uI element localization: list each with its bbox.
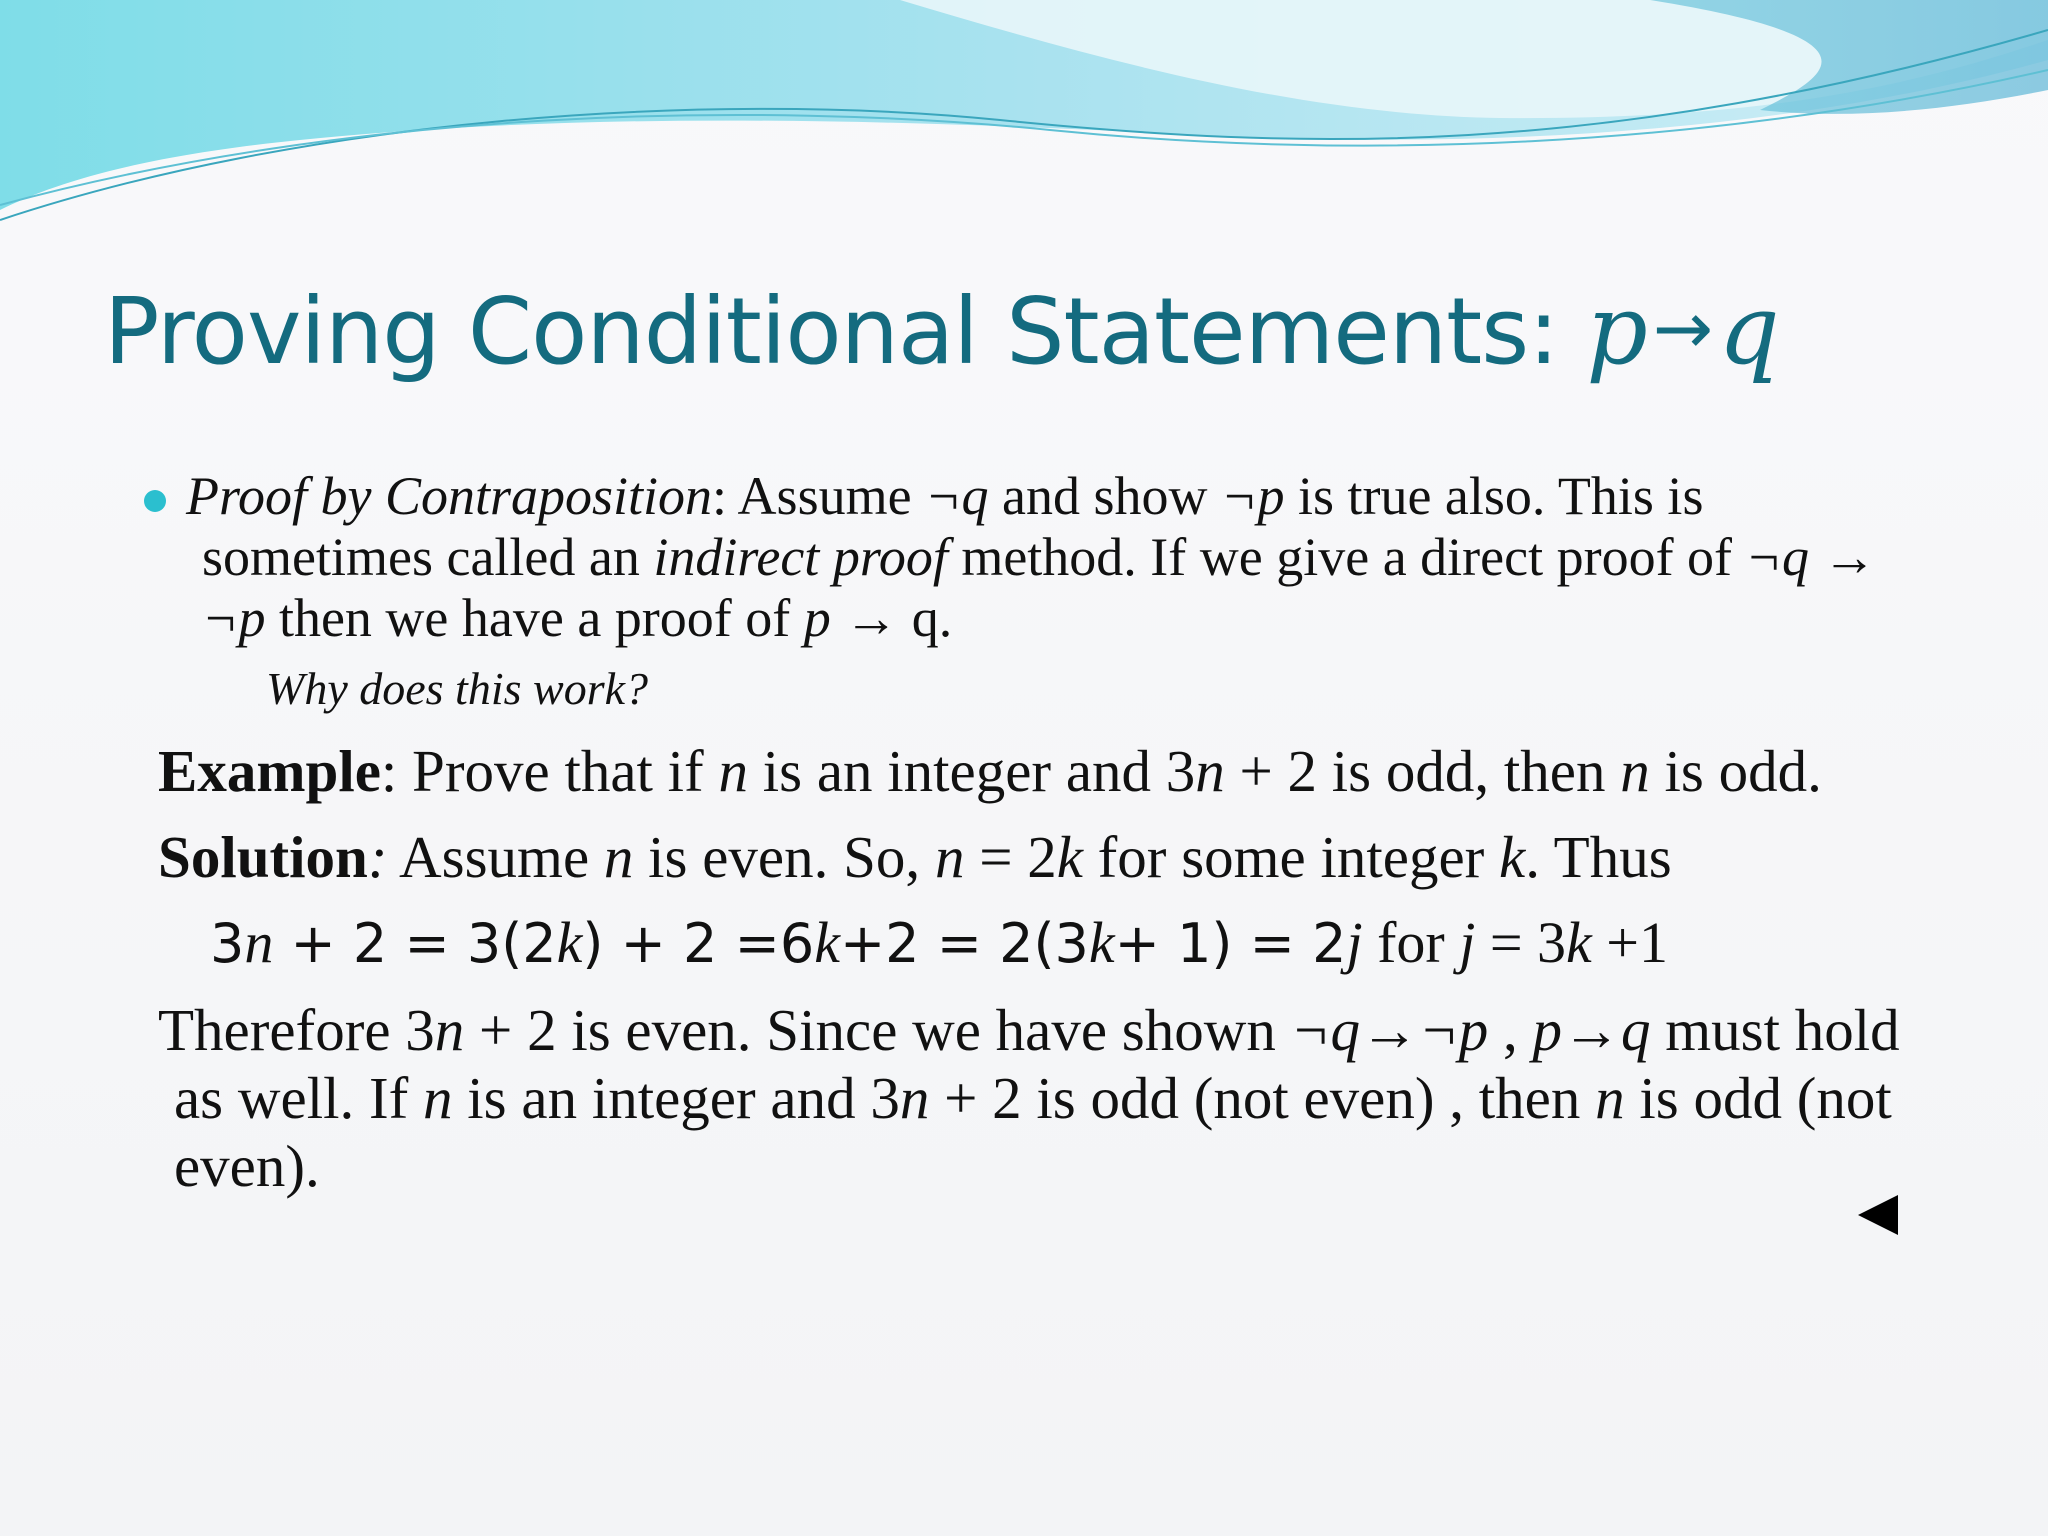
text: , [1488, 997, 1533, 1063]
math-n: n [1620, 738, 1650, 804]
math-n: n [934, 824, 965, 890]
indirect-proof-term: indirect proof [653, 527, 948, 587]
math-neg-p: ¬p [202, 588, 266, 648]
math-n: n [1195, 738, 1225, 804]
text: for [1362, 910, 1460, 975]
math-n: n [434, 997, 465, 1063]
math-j: j [1346, 910, 1363, 975]
math-k: k [556, 910, 583, 975]
example-label: Example [158, 738, 381, 804]
text: ) + 2 =6 [582, 912, 815, 975]
title-text: Proving Conditional Statements: [104, 278, 1587, 385]
text: + 2 is odd, then [1224, 738, 1621, 804]
text: 3 [210, 912, 245, 975]
math-neg-q: ¬q [925, 466, 989, 526]
math-k: k [1566, 910, 1592, 975]
math-n: n [423, 1065, 453, 1131]
solution-label: Solution [158, 824, 368, 890]
math-neg-p: ¬p [1221, 466, 1285, 526]
math-arrow: → [1562, 997, 1622, 1063]
math-n: n [244, 910, 274, 975]
text: = 3 [1475, 910, 1567, 975]
math-arrow: → [1359, 997, 1419, 1063]
text: + 1) = 2 [1114, 912, 1347, 975]
title-arrow: → [1652, 286, 1713, 370]
math-n: n [899, 1065, 930, 1131]
text: +2 = 2(3 [839, 912, 1089, 975]
text: is odd (not even). [174, 1065, 1892, 1199]
text: : [367, 824, 388, 890]
text: +1 [1591, 910, 1669, 975]
math-q: q [1621, 997, 1651, 1063]
title-q: q [1718, 274, 1779, 386]
text: is odd. [1649, 738, 1822, 804]
bullet-dot-icon [144, 490, 166, 512]
slide-body [158, 466, 1946, 1200]
math-k: k [1499, 824, 1526, 890]
contraposition-paragraph [186, 466, 1946, 649]
text: Therefore 3 [158, 997, 435, 1063]
math-neg-q: ¬q [1745, 527, 1809, 587]
text: and show [988, 466, 1221, 526]
text: is even. So, [633, 824, 935, 890]
slide-title [104, 274, 1779, 386]
math-arrow: → [830, 588, 912, 648]
text: = 2 [964, 824, 1057, 890]
solution-paragraph [158, 823, 1946, 891]
text: + 2 is odd (not even) , then [929, 1065, 1596, 1131]
text: : Prove that if [380, 738, 719, 804]
end-of-proof-triangle-icon [1858, 1195, 1898, 1235]
math-neg-q: ¬q [1290, 997, 1360, 1063]
math-k: k [1088, 910, 1115, 975]
text: + 2 is even. Since we have shown [464, 997, 1291, 1063]
math-p: p [803, 588, 831, 648]
math-neg-p: ¬p [1418, 997, 1489, 1063]
text: for some integer [1082, 824, 1500, 890]
math-k: k [1056, 824, 1083, 890]
math-n: n [718, 738, 748, 804]
why-question: Why does this work? [266, 663, 649, 714]
text: Assume [387, 824, 604, 890]
text: is an integer and 3 [452, 1065, 900, 1131]
example-paragraph [158, 737, 1946, 805]
math-n: n [1595, 1065, 1625, 1131]
header-wave-decoration [0, 0, 2048, 240]
math-q: q [911, 588, 939, 648]
conclusion-paragraph [158, 996, 1946, 1200]
math-p: p [1532, 997, 1563, 1063]
text: + 2 = 3(2 [273, 912, 557, 975]
math-j: j [1459, 910, 1476, 975]
text: method. If we give a direct proof of [947, 527, 1746, 587]
math-k: k [814, 910, 840, 975]
text: then we have a proof of [265, 588, 804, 648]
text: . [938, 588, 953, 648]
text: : Assume [712, 466, 926, 526]
text: . Thus [1525, 824, 1672, 890]
title-p: p [1586, 274, 1647, 386]
solution-equation [210, 903, 1946, 984]
math-arrow: → [1809, 527, 1877, 587]
math-n: n [603, 824, 634, 890]
text: must hold as well. If [174, 997, 1900, 1131]
text: is true also. This is sometimes called an [202, 466, 1704, 587]
text: is an integer and 3 [747, 738, 1196, 804]
proof-name: Proof by Contraposition [186, 466, 713, 526]
